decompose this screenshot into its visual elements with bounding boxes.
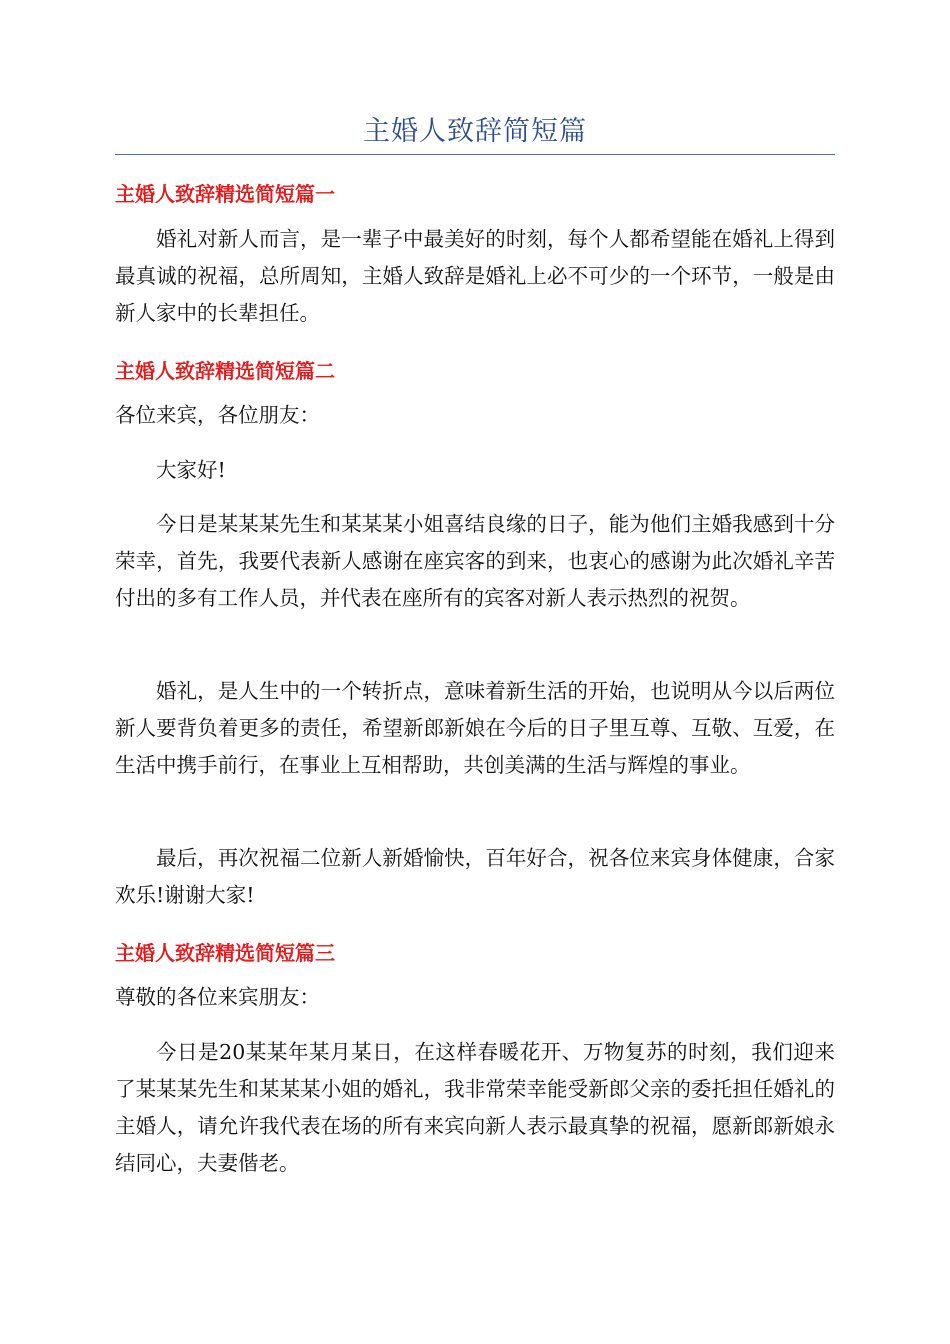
section-3-paragraph-1: 今日是20某某年某月某日，在这样春暖花开、万物复苏的时刻，我们迎来了某某某先生和某某某小姐的婚礼，我非常荣幸能受新郎父亲的委托担任婚礼的主婚人，请允许我代表在场的所有来宾向新人表示最真挚的祝福，愿新郎新娘永结同心，夫妻偕老。 (115, 1040, 835, 1175)
section-1-paragraph-1: 婚礼对新人而言，是一辈子中最美好的时刻，每个人都希望能在婚礼上得到最真诚的祝福，总所周知，主婚人致辞是婚礼上必不可少的一个环节，一般是由新人家中的长辈担任。 (115, 227, 835, 325)
section-3-salutation: 尊敬的各位来宾朋友： (115, 985, 320, 1009)
section-2-paragraph-3: 婚礼，是人生中的一个转折点，意味着新生活的开始，也说明从今以后两位新人要背负着更多的责任，希望新郎新娘在今后的日子里互尊、互敬、互爱，在生活中携手前行，在事业上互相帮助，共创美满的生活与辉煌的事业。 (115, 679, 835, 777)
page-title: 主婚人致辞简短篇 (363, 116, 587, 147)
section-heading-3: 主婚人致辞精选简短篇三 (115, 941, 335, 965)
section-2-paragraph-2: 今日是某某某先生和某某某小姐喜结良缘的日子，能为他们主婚我感到十分荣幸，首先，我要代表新人感谢在座宾客的到来，也衷心的感谢为此次婚礼辛苦付出的多有工作人员，并代表在座所有的宾客对新人表示热烈的祝贺。 (115, 512, 835, 610)
section-heading-2: 主婚人致辞精选简短篇二 (115, 359, 335, 383)
section-heading-1: 主婚人致辞精选简短篇一 (115, 182, 335, 206)
title-divider (115, 154, 835, 155)
section-2-salutation: 各位来宾，各位朋友： (115, 403, 320, 427)
section-2-paragraph-1: 大家好! (156, 458, 226, 482)
section-2-paragraph-4: 最后，再次祝福二位新人新婚愉快，百年好合，祝各位来宾身体健康，合家欢乐!谢谢大家! (115, 846, 835, 907)
